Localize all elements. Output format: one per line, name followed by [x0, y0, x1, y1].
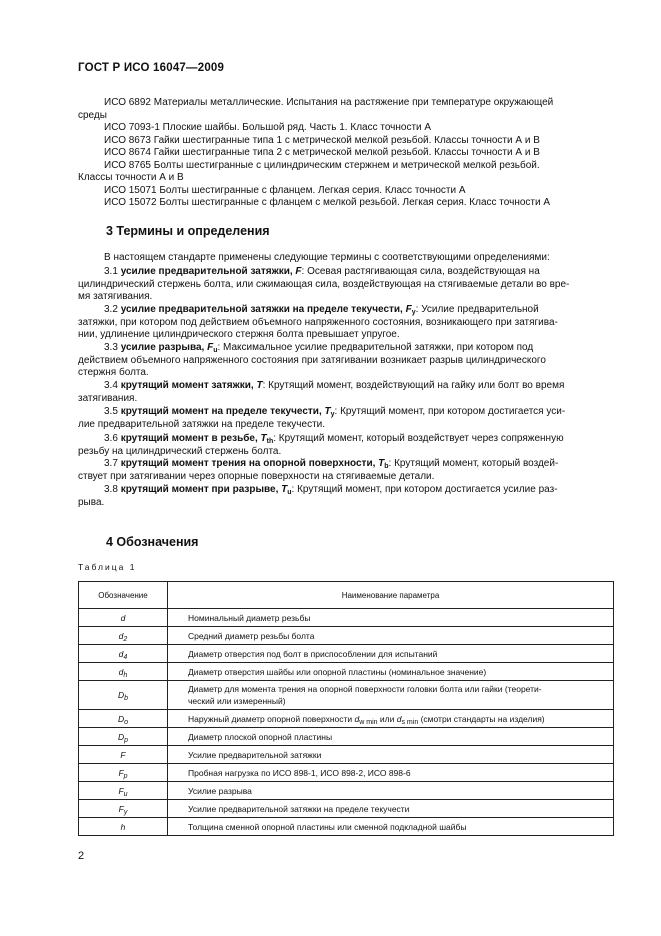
name-cell	[168, 681, 614, 710]
parameter-name: Толщина сменной опорной пластины или сменной подкладной шайбы	[188, 821, 467, 832]
symbol-subscript: 2	[123, 635, 128, 643]
parameter-name: Диаметр отверстия под болт в приспособлении для испытаний	[188, 648, 438, 659]
term-3-1-line1	[104, 266, 540, 279]
parameter-name: Средний диаметр резьбы болта	[188, 630, 315, 641]
parameter-name: Диаметр для момента трения на опорной поверхности головки болта или гайки (теорети-	[188, 684, 542, 694]
name-cell	[168, 710, 614, 728]
term-definition: : Крутящий момент, воздействующий на гайку или болт во время	[262, 380, 565, 391]
term-name: крутящий момент затяжки,	[120, 380, 254, 391]
name-cell	[168, 728, 614, 746]
parameter-name: Диаметр плоской опорной пластины	[188, 731, 333, 742]
do-tail: (смотри стандарты на изделия)	[420, 713, 545, 724]
name-cell	[168, 645, 614, 663]
table-row	[79, 627, 614, 645]
term-3-7-line1	[104, 458, 558, 471]
term-3-7-line2: ствует при затягивании через опорные поверхности на стягиваемые детали.	[78, 470, 435, 482]
term-symbol: T	[281, 484, 288, 495]
table-row	[79, 728, 614, 746]
parameter-name: Усилие разрыва	[188, 785, 252, 796]
name-cell	[168, 609, 614, 627]
term-name: крутящий момент при разрыве,	[120, 484, 279, 495]
symbol-cell	[79, 764, 168, 782]
term-name: усилие предварительной затяжки на пределе текучести,	[120, 304, 403, 315]
symbol-ds: d	[396, 713, 402, 724]
term-name: крутящий момент на пределе текучести,	[120, 406, 322, 417]
document-header: ГОСТ Р ИСО 16047—2009	[78, 62, 225, 74]
symbol: F	[120, 749, 126, 760]
name-cell	[168, 663, 614, 681]
col-header-name: Наименование параметра	[168, 582, 614, 609]
term-3-2-line3: нии, удлинение цилиндрического стержня болта превышает упругое.	[78, 329, 400, 341]
symbol-subscript: 4	[123, 653, 128, 661]
term-definition: : Крутящий момент, который воздействует через сопряженную	[273, 433, 564, 444]
symbol: d	[118, 648, 124, 659]
symbols-table-body	[79, 609, 614, 836]
ref-7093: ИСО 7093-1 Плоские шайбы. Большой ряд. Часть 1. Класс точности А	[104, 122, 432, 133]
term-3-5-line2: лие предварительной затяжки на пределе текучести.	[78, 418, 326, 430]
symbol-subscript: b	[124, 695, 129, 702]
section-4-title: 4 Обозначения	[106, 535, 199, 549]
symbol-cell	[79, 627, 168, 645]
symbol-dw-subscript: w min	[359, 718, 378, 726]
term-3-4-line1	[104, 380, 564, 393]
term-definition: : Осевая растягивающая сила, воздействующая на	[301, 266, 540, 277]
ref-8765-line1: ИСО 8765 Болты шестигранные с цилиндрическим стержнем и метрической мелкой резьбой.	[104, 160, 540, 171]
symbol-cell	[79, 782, 168, 800]
term-name: крутящий момент в резьбе,	[120, 433, 258, 444]
ref-6892-line2: среды	[78, 110, 107, 121]
parameter-name: Пробная нагрузка по ИСО 898-1, ИСО 898-2, ИСО 898-6	[188, 767, 411, 778]
section-3-intro: В настоящем стандарте применены следующие термины с соответствующими определениями:	[104, 252, 550, 263]
symbol-subscript: y	[123, 808, 128, 816]
table-row	[79, 645, 614, 663]
symbol-subscript: h	[123, 671, 128, 679]
parameter-name: Усилие предварительной затяжки на пределе текучести	[188, 803, 410, 814]
ref-6892-line1: ИСО 6892 Материалы металлические. Испытания на растяжение при температуре окружающей	[104, 97, 554, 108]
table-row	[79, 663, 614, 681]
term-name: усилие разрыва,	[120, 342, 205, 353]
term-3-3-line2: действием объемного напряженного состояния при затягивании возникает разрыв цилиндрического	[78, 354, 546, 366]
table-row	[79, 764, 614, 782]
symbol-subscript: u	[123, 790, 128, 798]
term-definition: : Максимальное усилие предварительной затяжки, при котором под	[217, 342, 534, 353]
parameter-name-cont: ческий или измеренный)	[188, 696, 286, 706]
table-row	[79, 800, 614, 818]
symbol-cell	[79, 800, 168, 818]
term-3-3-line3: стержня болта.	[78, 367, 149, 379]
name-cell	[168, 782, 614, 800]
term-symbol-subscript: y	[330, 411, 335, 418]
parameter-name: Усилие предварительной затяжки	[188, 749, 322, 760]
name-cell	[168, 800, 614, 818]
symbol-cell	[79, 746, 168, 764]
term-symbol: T	[260, 433, 267, 444]
symbol-subscript: p	[123, 772, 128, 780]
parameter-name: Диаметр отверстия шайбы или опорной пластины (номинальное значение)	[188, 666, 487, 677]
symbol-subscript: o	[124, 718, 129, 726]
symbol-cell	[79, 818, 168, 836]
symbol-cell	[79, 645, 168, 663]
or-word: или	[379, 713, 395, 724]
ref-8673: ИСО 8673 Гайки шестигранные типа 1 с метрической мелкой резьбой. Классы точности А и В	[104, 135, 540, 146]
term-3-6-line2: резьбу на цилиндрический стержень болта.	[78, 445, 282, 457]
symbol: d	[118, 630, 124, 641]
symbol-cell	[79, 663, 168, 681]
term-symbol: T	[324, 406, 331, 417]
symbol: D	[117, 690, 125, 700]
page-number: 2	[78, 850, 85, 862]
term-symbol-subscript: y	[411, 309, 416, 316]
symbol: D	[117, 713, 125, 724]
term-number: 3.1	[104, 266, 118, 277]
term-3-2-line1	[104, 304, 539, 317]
symbol: d	[118, 666, 124, 677]
symbols-table	[78, 581, 614, 836]
symbol: F	[118, 803, 124, 814]
ref-15071: ИСО 15071 Болты шестигранные с фланцем. Легкая серия. Класс точности А	[104, 185, 466, 196]
term-definition: : Крутящий момент, при котором достигается уси-	[334, 406, 566, 417]
term-number: 3.3	[104, 342, 118, 353]
name-cell	[168, 746, 614, 764]
symbol-cell	[79, 710, 168, 728]
symbol-subscript: p	[124, 736, 129, 744]
term-definition: : Крутящий момент, при котором достигается усилие раз-	[291, 484, 558, 495]
term-symbol-subscript: th	[266, 438, 274, 445]
name-cell	[168, 764, 614, 782]
symbol-cell	[79, 681, 168, 710]
term-symbol: F	[405, 304, 412, 315]
term-symbol: F	[207, 342, 214, 353]
term-definition: : Усилие предварительной	[415, 304, 539, 315]
table-row	[79, 681, 614, 710]
term-3-8-line1	[104, 484, 558, 497]
table-row	[79, 710, 614, 728]
symbol: F	[118, 767, 124, 778]
name-cell	[168, 818, 614, 836]
term-number: 3.5	[104, 406, 118, 417]
term-3-6-line1	[104, 433, 564, 446]
term-3-8-line2: рыва.	[78, 496, 105, 508]
term-number: 3.4	[104, 380, 118, 391]
term-symbol: T	[378, 458, 385, 469]
term-symbol: F	[295, 266, 302, 277]
term-symbol-subscript: u	[213, 347, 218, 354]
term-name: усилие предварительной затяжки,	[120, 266, 293, 277]
symbol: h	[120, 821, 126, 832]
symbol-cell	[79, 609, 168, 627]
table-row	[79, 609, 614, 627]
term-3-3-line1	[104, 342, 533, 355]
ref-8765-line2: Классы точности А и В	[78, 172, 184, 183]
term-number: 3.8	[104, 484, 118, 495]
term-3-5-line1	[104, 406, 565, 419]
term-symbol: T	[256, 380, 263, 391]
table-caption: Таблица 1	[78, 562, 137, 572]
ref-8674: ИСО 8674 Гайки шестигранные типа 2 с метрической мелкой резьбой. Классы точности А и В	[104, 147, 540, 158]
name-cell	[168, 627, 614, 645]
symbol-cell	[79, 728, 168, 746]
term-name: крутящий момент трения на опорной поверхности,	[120, 458, 376, 469]
term-definition: : Крутящий момент, который воздей-	[388, 458, 559, 469]
table-row	[79, 782, 614, 800]
section-3-title: 3 Термины и определения	[106, 224, 270, 238]
table-row	[79, 818, 614, 836]
symbol: D	[117, 731, 125, 742]
symbol: F	[118, 785, 124, 796]
col-header-symbol: Обозначение	[79, 582, 168, 609]
term-3-2-line2: затяжки, при котором под действием объемного напряженного состояния, возникающего при затягива-	[78, 316, 558, 328]
term-number: 3.2	[104, 304, 118, 315]
term-number: 3.6	[104, 433, 118, 444]
term-3-1-line2: цилиндрический стержень болта, или сжимающая сила, воздействующая на стягиваемые детали во вре-	[78, 278, 570, 290]
term-number: 3.7	[104, 458, 118, 469]
table-row	[79, 746, 614, 764]
ref-15072: ИСО 15072 Болты шестигранные с фланцем с мелкой резьбой. Легкая серия. Класс точности А	[104, 197, 551, 208]
term-3-4-line2: затягивания.	[78, 392, 138, 404]
parameter-name: Номинальный диаметр резьбы	[188, 612, 311, 623]
term-3-1-line3: мя затягивания.	[78, 291, 153, 303]
term-symbol-subscript: b	[384, 463, 389, 470]
symbol: d	[120, 612, 126, 623]
symbol-dw: d	[354, 713, 360, 724]
term-symbol-subscript: u	[287, 489, 292, 496]
symbol-ds-subscript: s min	[401, 718, 419, 726]
parameter-name: Наружный диаметр опорной поверхности	[188, 713, 353, 724]
